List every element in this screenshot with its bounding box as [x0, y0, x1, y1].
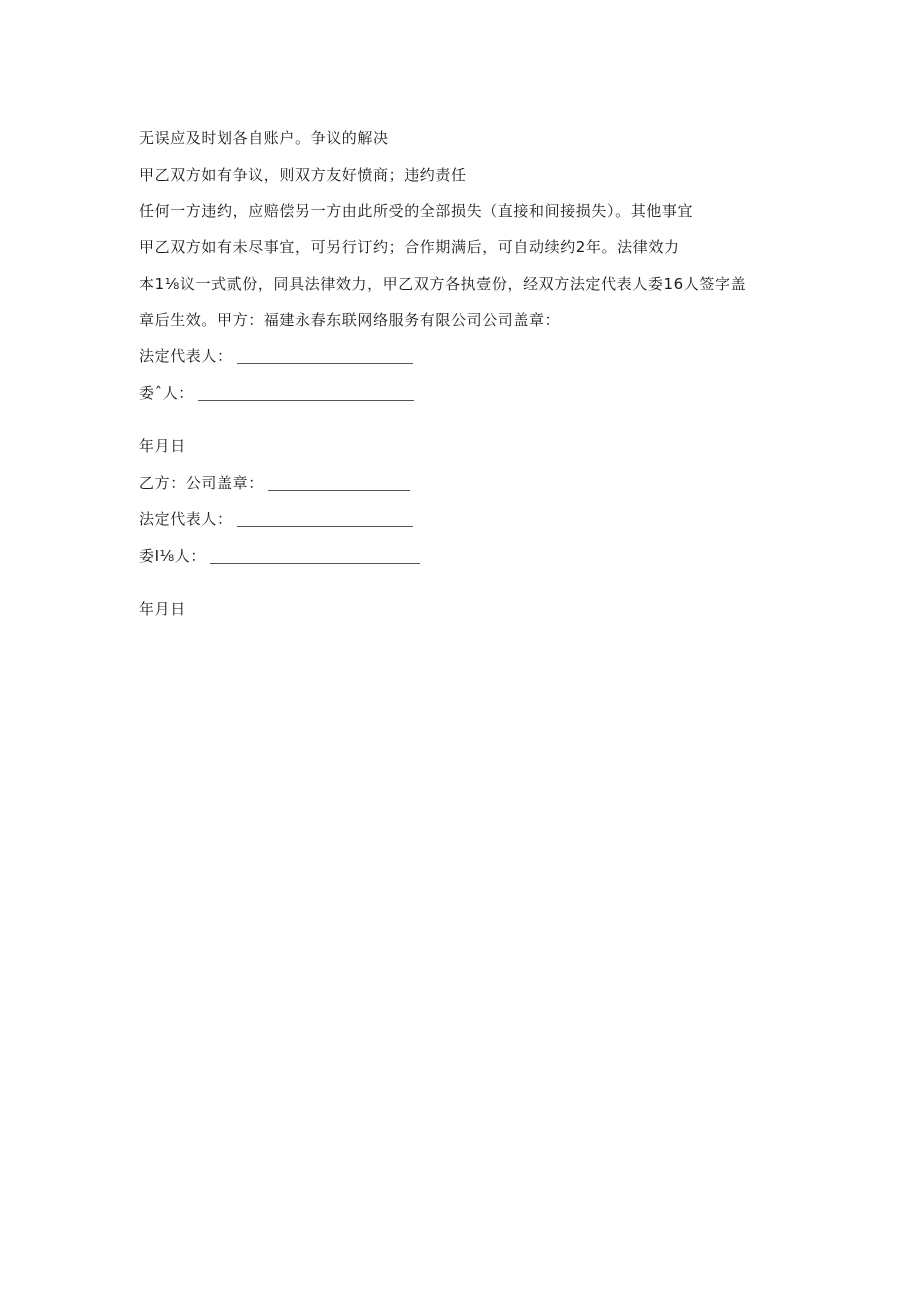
party-a-agent-signature-line — [198, 386, 414, 401]
party-b-agent-row — [139, 546, 420, 566]
party-b-agent-signature-line — [210, 549, 420, 564]
party-b-legal-rep-signature-line — [237, 512, 413, 527]
party-a-date: 年月日 — [139, 437, 186, 455]
paragraph-dispute-negotiation: 甲乙双方如有争议，则双方友好愤商；违约责任 — [139, 166, 467, 184]
party-b-seal-label: 乙方：公司盖章： — [139, 474, 264, 492]
party-a-agent-label: 委ˆ人： — [139, 384, 194, 402]
paragraph-other-matters: 甲乙双方如有未尽事宜，可另行订约；合作期满后，可自动续约2年。法律效力 — [139, 238, 680, 256]
party-a-legal-rep-label: 法定代表人： — [139, 347, 233, 365]
party-a-agent-row — [139, 383, 414, 403]
party-b-agent-label: 委I⅛人： — [139, 547, 206, 565]
party-a-legal-rep-row — [139, 346, 413, 366]
paragraph-party-a: 章后生效。甲方：福建永春东联网络服务有限公司公司盖章： — [139, 311, 561, 329]
party-b-legal-rep-label: 法定代表人： — [139, 510, 233, 528]
party-b-legal-rep-row — [139, 509, 413, 529]
paragraph-legal-effect: 本1⅛议一式贰份，同具法律效力，甲乙双方各执壹份，经双方法定代表人委16人签字盖 — [139, 275, 747, 293]
party-b-date: 年月日 — [139, 600, 186, 618]
paragraph-dispute-resolution: 无误应及时划各自账户。争议的解决 — [139, 129, 389, 147]
paragraph-liability: 任何一方违约，应赔偿另一方由此所受的全部损失（直接和间接损失）。其他事宜 — [139, 202, 694, 220]
party-b-seal-row — [139, 473, 410, 493]
party-a-legal-rep-signature-line — [237, 349, 413, 364]
party-b-seal-line — [268, 476, 410, 491]
